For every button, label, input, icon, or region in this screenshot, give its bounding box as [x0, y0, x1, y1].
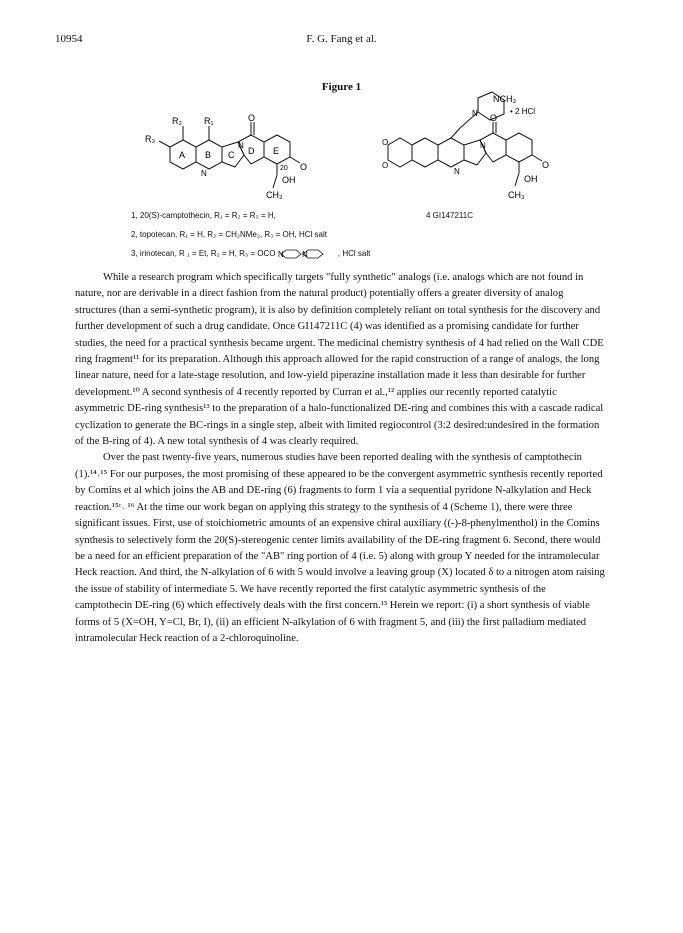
caption-compound-1: 1, 20(S)-camptothecin, R₁ = R₂ = R₃ = H, [131, 211, 276, 220]
paragraph-2: Over the past twenty-five years, numerous studies have been reported dealing with the synthesis of camptothecin (1).¹⁴˒¹⁵ For our purposes, the most promising of these appeared to be the convergent asymmetric synthesis recently reported by Comins et al which joins the AB and DE-ring (6) fragments to form 1 via a sequential pyridone N-alkylation and Heck reaction.¹⁵ᶜ˒ ¹⁶ At the time our work began on applying this strategy to the synthesis of 4 (Scheme 1), there were three significant issues. First, use of stoichiometric amounts of an expensive chiral auxiliary ((-)-8-phenylmenthol) in the Comins synthesis to selectively form the 20(S)-stereogenic center limits availability of the DE-ring fragment 6. Second, there would be a need for an efficient preparation of the "AB" ring portion of 4 (i.e. 5) along with group Y needed for the intramolecular Heck reaction. And third, the N-alkylation of 6 with 5 would involve a leaving group (X) located δ to a nitrogen atom raising the issue of stability of intermediate 5. We have recently reported the first catalytic asymmetric synthesis of the camptothecin DE-ring (6) which effectively deals with the first concern.¹³ Herein we report: (i) a short synthesis of viable forms of 5 (X=OH, Y=Cl, Br, I), (ii) an efficient N-alkylation of 6 with fragment 5, and (iii) the first palladium mediated intramolecular Heck reaction of a 2-chloroquinoline. [75, 452, 605, 644]
hcl-salt-label: • 2 HCl [510, 107, 536, 116]
o-label: O [542, 160, 550, 170]
ch3-label: CH₃ [266, 190, 283, 200]
n-label: N [277, 250, 284, 259]
oh-label: OH [524, 174, 538, 184]
figure-title: Figure 1 [321, 81, 362, 93]
bipiperidine-glyph [278, 248, 336, 260]
ring-e-label: E [273, 146, 280, 156]
n-label: N [480, 141, 486, 150]
c20-label: 20 [280, 165, 288, 172]
r1-label: R₁ [204, 116, 214, 126]
caption-compound-3 [131, 248, 370, 260]
oh-label: OH [282, 175, 296, 185]
ring-c-label: C [228, 150, 235, 160]
caption-compound-3-text: 3, irinotecan, R ₁ = Et, R₂ = H, R₃ = OCO [131, 249, 276, 259]
o-label: O [248, 113, 256, 123]
r3-label: R₃ [145, 134, 156, 144]
n-label: N [238, 141, 244, 150]
n-label: N [301, 250, 308, 259]
r2-label: R₂ [172, 116, 182, 126]
o-label: O [300, 162, 308, 172]
o-label: O [382, 138, 389, 147]
caption-compound-3-salt: , HCl salt [337, 249, 371, 259]
ring-a-label: A [179, 150, 186, 160]
page-number: 10954 [55, 33, 83, 45]
n-label: N [454, 167, 460, 176]
nch3-label: NCH₃ [493, 94, 517, 104]
gi147211c-structure [380, 90, 580, 212]
ch3-label: CH₃ [508, 190, 525, 200]
o-label: O [382, 161, 389, 170]
ring-b-label: B [205, 150, 212, 160]
caption-compound-4: 4 GI147211C [426, 211, 473, 220]
body-text [75, 270, 605, 647]
ring-d-label: D [248, 146, 255, 156]
n-label: N [472, 109, 478, 118]
o-label: O [490, 113, 498, 123]
running-head: F. G. Fang et al. [306, 33, 377, 45]
caption-compound-2: 2, topotecan, R₁ = H, R₂ = CH₂NMe₂, R₃ = OH, HCl salt [131, 230, 327, 239]
camptothecin-structure [140, 112, 330, 212]
n-label: N [201, 169, 207, 178]
paragraph-1: While a research program which specifically targets "fully synthetic" analogs (i.e. analogs which are not found in nature, nor are derivable in a direct fashion from the natural product) potentially offers a greater diversity of analog structures (than a semi-synthetic program), it is also by definition completely reliant on total synthesis for the discovery and further development of such a drug candidate. Once GI147211C (4) was identified as a promising candidate for further studies, the need for a practical synthesis became urgent. The medicinal chemistry synthesis of 4 had relied on the Wall CDE ring fragment¹¹ for its preparation. Although this approach allowed for the rapid construction of a range of analogs, the long linear nature, need for a late-stage resolution, and low-yield piperazine installation made it less than desirable for further development.¹⁰ A second synthesis of 4 recently reported by Curran et al.,¹² applies our recently reported catalytic asymmetric DE-ring synthesis¹³ to the preparation of a halo-functionalized DE-ring and combines this with a cascade radical cyclization to generate the BC-rings in a single step, albeit with limited regiocontrol (3:2 desired:undesired in the formation of the B-ring of 4). A new total synthesis of 4 was clearly required. [75, 272, 604, 448]
